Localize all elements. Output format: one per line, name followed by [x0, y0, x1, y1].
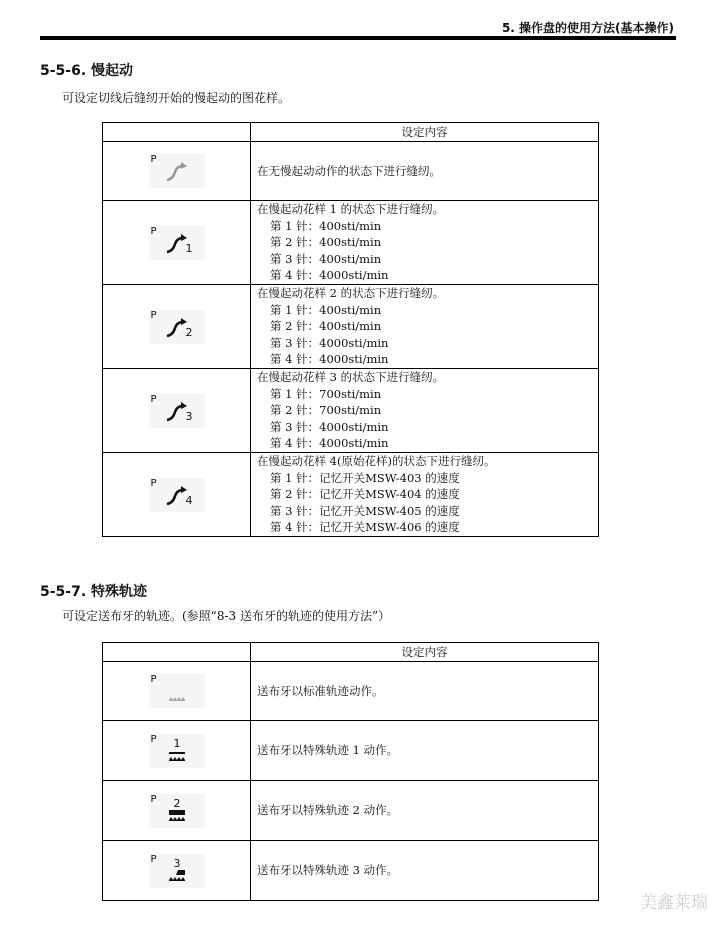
- header-rule: [40, 36, 676, 40]
- slow-start-2-icon: P 2: [149, 310, 205, 344]
- stitch-speed-line: 第 4 针：4000sti/min: [270, 352, 389, 367]
- stitch-speed-line: 第 1 针：400sti/min: [270, 302, 382, 317]
- stitch-speed-line: 第 3 针：4000sti/min: [270, 335, 389, 350]
- table-row: [103, 285, 599, 369]
- table-row: [103, 841, 599, 901]
- stitch-speed-line: 第 2 针：400sti/min: [270, 235, 382, 250]
- stitch-speed-line: 第 3 针：记忆开关MSW-405 的速度: [270, 503, 460, 518]
- stitch-speed-line: 第 3 针：4000sti/min: [270, 419, 389, 434]
- row-description: 在慢起动花样 3 的状态下进行缝纫。: [257, 370, 445, 385]
- column-header: 设定内容: [251, 643, 599, 662]
- table-row: [103, 453, 599, 537]
- table-row: [103, 201, 599, 285]
- stitch-speed-line: 第 3 针：400sti/min: [270, 251, 382, 266]
- stitch-speed-line: 第 4 针：4000sti/min: [270, 436, 389, 451]
- slow-start-off-icon: P: [149, 154, 205, 188]
- stitch-speed-line: 第 2 针：400sti/min: [270, 319, 382, 334]
- row-description: 在慢起动花样 1 的状态下进行缝纫。: [257, 202, 445, 217]
- header-blank: [103, 643, 251, 662]
- stitch-speed-line: 第 4 针：记忆开关MSW-406 的速度: [270, 520, 460, 535]
- section-desc-slow-start: 可设定切线后缝纫开始的慢起动的图花样。: [62, 91, 291, 105]
- special-track-table: [102, 642, 599, 901]
- feed-special-2-icon: P 2: [149, 794, 205, 828]
- slow-start-1-icon: P 1: [149, 226, 205, 260]
- slow-start-4-icon: P 4: [149, 478, 205, 512]
- row-description: 在慢起动花样 2 的状态下进行缝纫。: [257, 286, 445, 301]
- row-description: 送布牙以特殊轨迹 1 动作。: [251, 721, 599, 781]
- chapter-header: 5. 操作盘的使用方法(基本操作): [501, 21, 674, 35]
- section-desc-special-track: 可设定送布牙的轨迹。(参照“8-3 送布牙的轨迹的使用方法”）: [62, 609, 391, 623]
- feed-special-1-icon: P 1: [149, 734, 205, 768]
- section-title-special-track: 5-5-7. 特殊轨迹: [40, 584, 148, 600]
- table-row: [103, 369, 599, 453]
- stitch-speed-line: 第 4 针：4000sti/min: [270, 268, 389, 283]
- feed-special-3-icon: P 3: [149, 854, 205, 888]
- stitch-speed-line: 第 1 针：700sti/min: [270, 386, 382, 401]
- slow-start-3-icon: P 3: [149, 394, 205, 428]
- table-row: [103, 142, 599, 201]
- table-row: [103, 781, 599, 841]
- stitch-speed-line: 第 2 针：700sti/min: [270, 403, 382, 418]
- table-row: [103, 721, 599, 781]
- row-description: 在慢起动花样 4(原始花样)的状态下进行缝纫。: [257, 454, 496, 469]
- header-blank: [103, 123, 251, 142]
- stitch-speed-line: 第 2 针：记忆开关MSW-404 的速度: [270, 487, 460, 502]
- section-title-slow-start: 5-5-6. 慢起动: [40, 63, 134, 79]
- slow-start-table: [102, 122, 599, 537]
- feed-standard-icon: P: [149, 674, 205, 708]
- row-description: 送布牙以特殊轨迹 2 动作。: [251, 781, 599, 841]
- row-description: 送布牙以标准轨迹动作。: [251, 662, 599, 721]
- stitch-speed-line: 第 1 针：400sti/min: [270, 218, 382, 233]
- stitch-speed-line: 第 1 针：记忆开关MSW-403 的速度: [270, 470, 460, 485]
- table-row: [103, 662, 599, 721]
- column-header: 设定内容: [251, 123, 599, 142]
- row-description: 送布牙以特殊轨迹 3 动作。: [251, 841, 599, 901]
- watermark: 美鑫莱瑞: [640, 893, 708, 913]
- row-description: 在无慢起动动作的状态下进行缝纫。: [257, 163, 441, 178]
